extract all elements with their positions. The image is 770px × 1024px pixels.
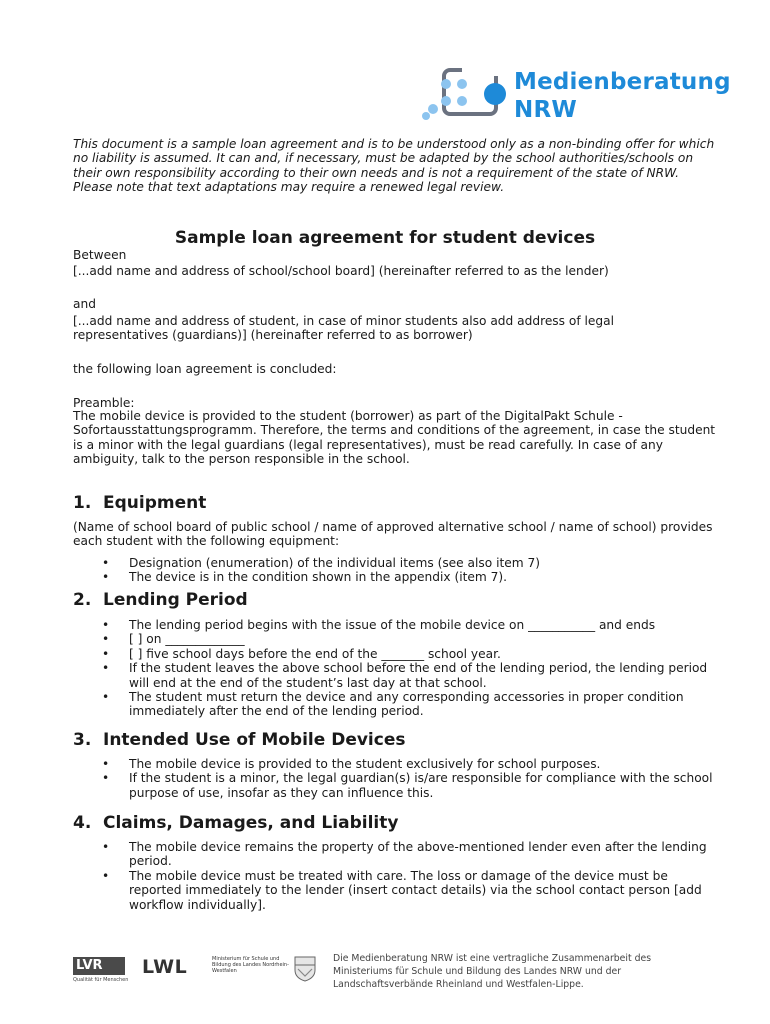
list-item xyxy=(100,771,720,800)
bullet-icon: • xyxy=(102,840,110,854)
list-item-text: The lending period begins with the issue of the mobile device on ___________ and ends xyxy=(129,618,656,632)
section-intro: (Name of school board of public school / name of approved alternative school / name of school) provides each student with the following equipment: xyxy=(73,520,713,549)
and-label: and xyxy=(73,297,96,311)
logo-line-1: Medienberatung xyxy=(514,69,731,95)
logo-mark-icon xyxy=(418,64,510,128)
page-footer xyxy=(0,950,770,1000)
list-item xyxy=(100,632,720,646)
footer-note: Die Medienberatung NRW ist eine vertragliche Zusammenarbeit des Ministeriums für Schule und Bildung des Landes NRW und der Landschaftsverbände Rheinland und Westfalen-Lippe. xyxy=(333,953,652,990)
disclaimer-paragraph: This document is a sample loan agreement and is to be understood only as a non-binding offer for which no liability is assumed. It can and, if necessary, must be adapted by the school authorities/schools on their own responsibility according to their own needs and is not a requirement of the state of NRW. Please note that text adaptations may require a renewed legal review. xyxy=(73,137,715,195)
list-item-text: If the student leaves the above school before the end of the lending period, the lending period will end at the end of the student’s last day at that school. xyxy=(129,661,708,690)
medienberatung-logo xyxy=(418,64,731,128)
lvr-logo xyxy=(73,957,128,983)
lwl-logo: LWL xyxy=(142,956,188,978)
section-heading-intended-use xyxy=(73,730,405,750)
list-item xyxy=(100,570,720,584)
bullet-list xyxy=(100,757,720,800)
bullet-list xyxy=(100,556,720,585)
list-item-text: The mobile device must be treated with care. The loss or damage of the device must be reported immediately to the lender (insert contact details) via the school contact person [add workflow individually]. xyxy=(129,868,702,912)
list-item xyxy=(100,556,720,570)
list-item xyxy=(100,869,720,912)
section-number: 4. xyxy=(73,813,92,833)
section-heading-claims xyxy=(73,813,398,833)
bullet-list xyxy=(100,618,720,719)
list-item-text: [ ] five school days before the end of the _______ school year. xyxy=(129,646,501,661)
section-number: 1. xyxy=(73,493,92,513)
list-item xyxy=(100,757,720,771)
list-item xyxy=(100,647,720,661)
list-item xyxy=(100,840,720,869)
section-number: 3. xyxy=(73,730,92,750)
ministry-name: Ministerium für Schule und Bildung des Landes Nordrhein-Westfalen xyxy=(212,956,289,974)
list-item-text: The mobile device remains the property of the above-mentioned lender even after the lending period. xyxy=(129,840,707,869)
document-title: Sample loan agreement for student devices xyxy=(174,228,596,248)
between-label: Between xyxy=(73,248,127,262)
lender-placeholder: [...add name and address of school/school board] (hereinafter referred to as the lender) xyxy=(73,264,609,278)
bullet-icon: • xyxy=(102,646,110,661)
bullet-icon: • xyxy=(102,690,110,705)
section-title: Intended Use of Mobile Devices xyxy=(103,730,406,750)
list-item-text: If the student is a minor, the legal guardian(s) is/are responsible for compliance with the school purpose of use, insofar as they can influence this. xyxy=(129,771,713,800)
logo-wordmark xyxy=(514,68,731,124)
section-number: 2. xyxy=(73,590,92,610)
list-item-text: [ ] on _____________ xyxy=(129,632,245,647)
list-item-text: Designation (enumeration) of the individual items (see also item 7) xyxy=(129,556,540,570)
section-title: Claims, Damages, and Liability xyxy=(103,813,399,833)
bullet-icon: • xyxy=(102,757,110,771)
list-item xyxy=(100,690,720,719)
bullet-icon: • xyxy=(102,868,110,883)
logo-line-2: NRW xyxy=(514,97,577,123)
list-item-text: The mobile device is provided to the student exclusively for school purposes. xyxy=(129,757,601,771)
preamble-label: Preamble: xyxy=(73,396,135,410)
section-heading-lending-period xyxy=(73,590,248,610)
concluded-line: the following loan agreement is concluded: xyxy=(73,362,337,376)
bullet-icon: • xyxy=(102,556,110,570)
bullet-list xyxy=(100,840,720,912)
bullet-icon: • xyxy=(102,618,110,632)
section-heading-equipment xyxy=(73,493,206,513)
bullet-icon: • xyxy=(102,661,110,676)
list-item xyxy=(100,618,720,632)
lvr-tagline: Qualität für Menschen xyxy=(73,977,129,983)
list-item-text: The student must return the device and any corresponding accessories in proper condition immediately after the end of the lending period. xyxy=(129,690,684,719)
bullet-icon: • xyxy=(102,570,110,585)
list-item-text: The device is in the condition shown in the appendix (item 7). xyxy=(129,570,508,585)
borrower-placeholder: [...add name and address of student, in case of minor students also add address of legal representatives (guardians)] (hereinafter referred to as borrower) xyxy=(73,314,614,343)
lvr-logo-mark: LVR xyxy=(73,957,125,975)
list-item xyxy=(100,661,720,690)
section-title: Equipment xyxy=(103,493,207,513)
bullet-icon: • xyxy=(102,771,110,786)
bullet-icon: • xyxy=(102,632,110,647)
preamble-text: The mobile device is provided to the student (borrower) as part of the DigitalPakt Schule - Sofortausstattungsprogramm. Therefore, the terms and conditions of the agreement, in case the student is a minor with the legal guardians (legal representatives), must be read carefully. In case of any ambiguity, talk to the person responsible in the school. xyxy=(73,409,716,467)
nrw-crest-icon xyxy=(294,956,316,982)
section-title: Lending Period xyxy=(103,590,248,610)
